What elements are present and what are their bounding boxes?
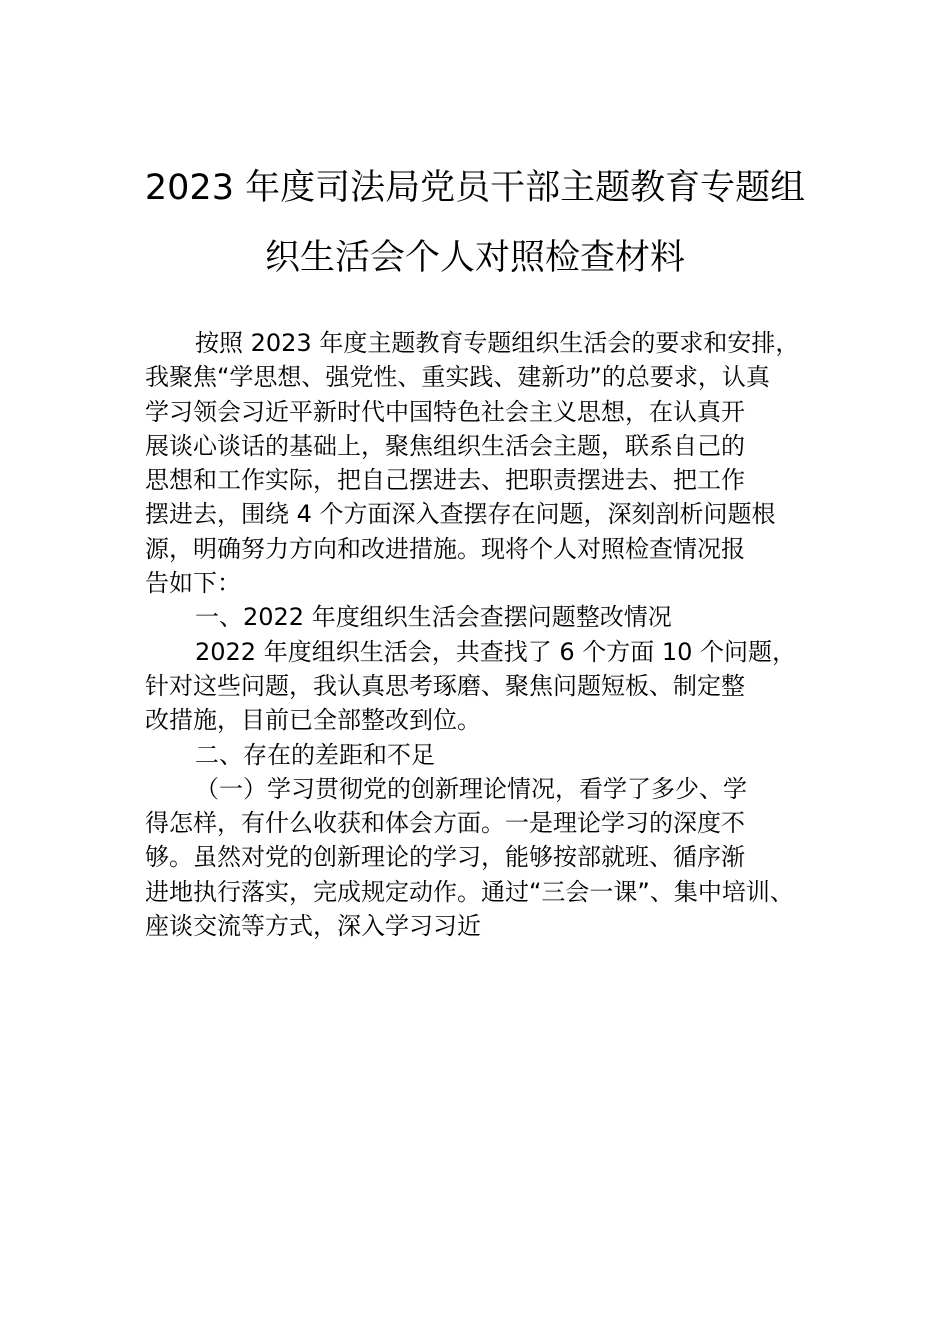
document-body: [145, 326, 810, 943]
body-line: 告如下：: [145, 569, 241, 598]
body-line: （一）学习贯彻党的创新理论情况，看学了多少、学: [195, 774, 747, 803]
body-line: 够。虽然对党的创新理论的学习，能够按部就班、循序渐: [145, 843, 745, 872]
body-line: 一、2022 年度组织生活会查摆问题整改情况: [195, 603, 672, 632]
body-line: 改措施，目前已全部整改到位。: [145, 706, 481, 735]
body-line: 源，明确努力方向和改进措施。现将个人对照检查情况报: [145, 534, 745, 563]
body-line: 座谈交流等方式，深入学习习近: [145, 912, 481, 941]
body-line: 进地执行落实，完成规定动作。通过“三会一课”、集中培训、: [145, 877, 794, 906]
body-line: 展谈心谈话的基础上，聚焦组织生活会主题，联系自己的: [145, 431, 745, 460]
document-title-line-1: 2023 年度司法局党员干部主题教育专题组: [144, 168, 806, 208]
body-line: 二、存在的差距和不足: [195, 740, 435, 769]
body-line: 学习领会习近平新时代中国特色社会主义思想，在认真开: [145, 397, 745, 426]
body-line: 2022 年度组织生活会，共查找了 6 个方面 10 个问题，: [195, 637, 797, 666]
body-line: 思想和工作实际，把自己摆进去、把职责摆进去、把工作: [145, 466, 745, 495]
body-line: 按照 2023 年度主题教育专题组织生活会的要求和安排，: [195, 329, 800, 357]
body-line: 我聚焦“学思想、强党性、重实践、建新功”的总要求，认真: [145, 363, 770, 392]
document-title-line-2: 织生活会个人对照检查材料: [264, 238, 685, 278]
body-line: 得怎样，有什么收获和体会方面。一是理论学习的深度不: [145, 809, 745, 838]
body-line: 针对这些问题，我认真思考琢磨、聚焦问题短板、制定整: [145, 671, 745, 700]
body-line: 摆进去，围绕 4 个方面深入查摆存在问题，深刻剖析问题根: [145, 500, 776, 529]
